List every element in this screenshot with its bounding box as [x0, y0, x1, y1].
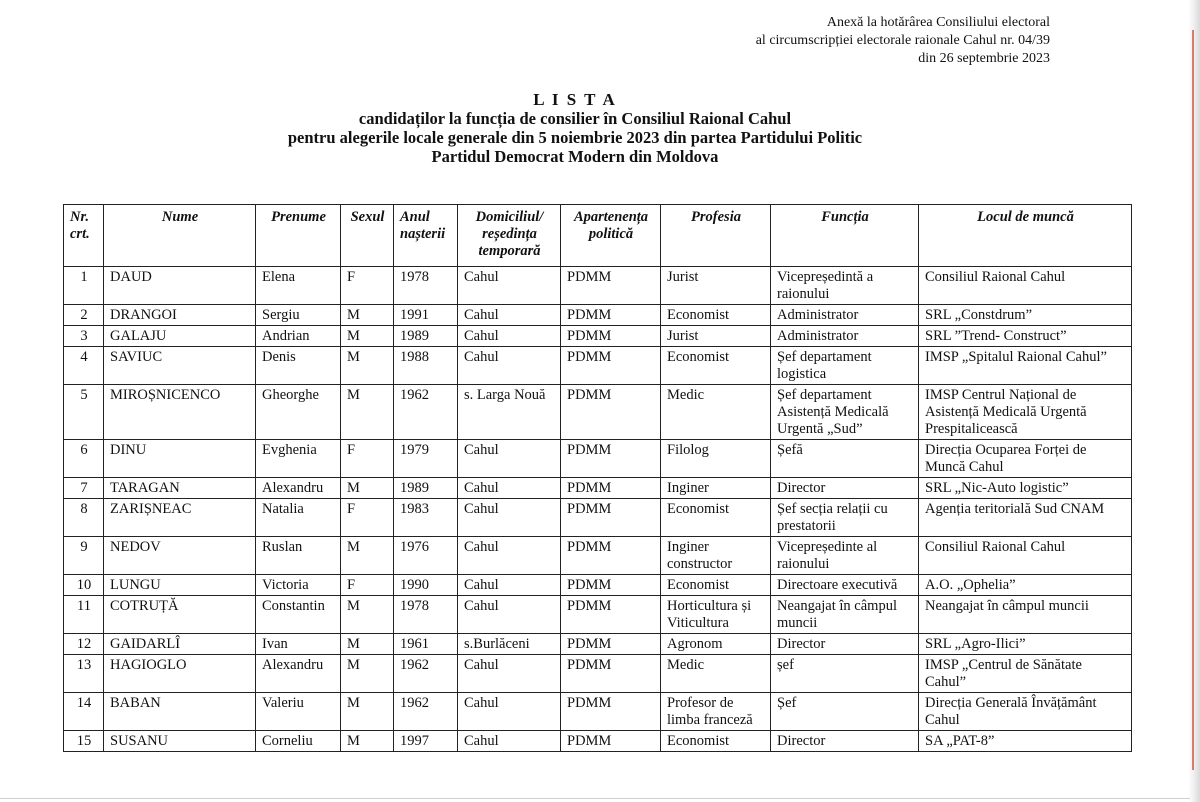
cell-domiciliul: Cahul [458, 499, 561, 537]
cell-nr: 1 [64, 267, 104, 305]
table-row [64, 385, 1132, 440]
cell-prenume: Denis [256, 347, 341, 385]
cell-apartenenta: PDMM [561, 634, 661, 655]
cell-nr: 13 [64, 655, 104, 693]
cell-nr: 15 [64, 731, 104, 752]
table-row [64, 347, 1132, 385]
cell-prenume: Ivan [256, 634, 341, 655]
annex-line-2: al circumscripției electorale raionale Cahul nr. 04/39 [755, 33, 1050, 48]
cell-functia: Director [771, 731, 919, 752]
cell-anul: 1983 [394, 499, 458, 537]
cell-anul: 1962 [394, 693, 458, 731]
cell-functia: Șef departament Asistență Medicală Urgentă „Sud” [771, 385, 919, 440]
cell-profesia: Jurist [661, 326, 771, 347]
cell-apartenenta: PDMM [561, 655, 661, 693]
cell-apartenenta: PDMM [561, 537, 661, 575]
cell-locul-de-munca: Consiliul Raional Cahul [919, 267, 1132, 305]
cell-sexul: F [341, 440, 394, 478]
cell-prenume: Gheorghe [256, 385, 341, 440]
cell-domiciliul: Cahul [458, 326, 561, 347]
table-row [64, 537, 1132, 575]
table-row [64, 478, 1132, 499]
cell-locul-de-munca: Direcția Ocuparea Forței de Muncă Cahul [919, 440, 1132, 478]
table-row [64, 731, 1132, 752]
table-row [64, 596, 1132, 634]
table-row [64, 655, 1132, 693]
cell-sexul: M [341, 596, 394, 634]
cell-prenume: Ruslan [256, 537, 341, 575]
cell-domiciliul: Cahul [458, 478, 561, 499]
cell-functia: Neangajat în câmpul muncii [771, 596, 919, 634]
col-header-anul: Anul nașterii [394, 205, 458, 267]
cell-apartenenta: PDMM [561, 499, 661, 537]
cell-profesia: Inginer [661, 478, 771, 499]
col-header-prenume: Prenume [256, 205, 341, 267]
cell-nume: ZARIȘNEAC [104, 499, 256, 537]
table-row [64, 499, 1132, 537]
cell-nume: GALAJU [104, 326, 256, 347]
cell-profesia: Economist [661, 575, 771, 596]
cell-nr: 9 [64, 537, 104, 575]
cell-anul: 1979 [394, 440, 458, 478]
cell-nume: NEDOV [104, 537, 256, 575]
cell-profesia: Filolog [661, 440, 771, 478]
candidates-table [63, 204, 1132, 752]
cell-locul-de-munca: SRL „Agro-Ilici” [919, 634, 1132, 655]
table-row [64, 634, 1132, 655]
cell-anul: 1990 [394, 575, 458, 596]
cell-nume: GAIDARLÎ [104, 634, 256, 655]
cell-nr: 11 [64, 596, 104, 634]
col-header-locul-de-munca: Locul de muncă [919, 205, 1132, 267]
cell-functia: șef [771, 655, 919, 693]
cell-functia: Administrator [771, 326, 919, 347]
cell-sexul: M [341, 693, 394, 731]
margin-mark [1192, 30, 1194, 770]
cell-nr: 2 [64, 305, 104, 326]
cell-apartenenta: PDMM [561, 731, 661, 752]
cell-nr: 12 [64, 634, 104, 655]
cell-nume: MIROȘNICENCO [104, 385, 256, 440]
cell-apartenenta: PDMM [561, 693, 661, 731]
cell-sexul: M [341, 634, 394, 655]
cell-functia: Șef departament logistica [771, 347, 919, 385]
cell-sexul: M [341, 731, 394, 752]
annex-line-3: din 26 septembrie 2023 [918, 51, 1050, 66]
col-header-apartenenta: Apartenența politică [561, 205, 661, 267]
cell-functia: Șefă [771, 440, 919, 478]
cell-nume: SUSANU [104, 731, 256, 752]
cell-anul: 1976 [394, 537, 458, 575]
cell-locul-de-munca: Direcția Generală Învățământ Cahul [919, 693, 1132, 731]
col-header-sexul: Sexul [341, 205, 394, 267]
cell-locul-de-munca: IMSP „Centrul de Sănătate Cahul” [919, 655, 1132, 693]
title-line-4: Partidul Democrat Modern din Moldova [431, 147, 719, 166]
cell-locul-de-munca: SRL „Constdrum” [919, 305, 1132, 326]
cell-domiciliul: Cahul [458, 655, 561, 693]
cell-profesia: Economist [661, 305, 771, 326]
cell-prenume: Sergiu [256, 305, 341, 326]
cell-domiciliul: s. Larga Nouă [458, 385, 561, 440]
table-header-row [64, 205, 1132, 267]
cell-nr: 14 [64, 693, 104, 731]
cell-prenume: Evghenia [256, 440, 341, 478]
cell-nr: 7 [64, 478, 104, 499]
col-header-nume: Nume [104, 205, 256, 267]
cell-functia: Șef [771, 693, 919, 731]
cell-nume: DINU [104, 440, 256, 478]
title-lista: L I S T A [533, 90, 617, 109]
cell-anul: 1989 [394, 478, 458, 499]
cell-domiciliul: Cahul [458, 596, 561, 634]
cell-profesia: Medic [661, 655, 771, 693]
cell-anul: 1961 [394, 634, 458, 655]
cell-anul: 1989 [394, 326, 458, 347]
cell-sexul: M [341, 655, 394, 693]
cell-anul: 1978 [394, 596, 458, 634]
cell-sexul: M [341, 326, 394, 347]
cell-apartenenta: PDMM [561, 596, 661, 634]
cell-functia: Administrator [771, 305, 919, 326]
cell-profesia: Profesor de limba franceză [661, 693, 771, 731]
cell-anul: 1962 [394, 385, 458, 440]
cell-prenume: Alexandru [256, 478, 341, 499]
cell-anul: 1991 [394, 305, 458, 326]
cell-anul: 1962 [394, 655, 458, 693]
cell-anul: 1988 [394, 347, 458, 385]
cell-locul-de-munca: SA „PAT-8” [919, 731, 1132, 752]
cell-apartenenta: PDMM [561, 326, 661, 347]
cell-functia: Directoare executivă [771, 575, 919, 596]
cell-locul-de-munca: IMSP „Spitalul Raional Cahul” [919, 347, 1132, 385]
cell-apartenenta: PDMM [561, 305, 661, 326]
table-body [64, 267, 1132, 752]
cell-sexul: M [341, 347, 394, 385]
cell-prenume: Andrian [256, 326, 341, 347]
cell-nume: SAVIUC [104, 347, 256, 385]
cell-domiciliul: Cahul [458, 347, 561, 385]
title-line-2: candidaților la funcția de consilier în Consiliul Raional Cahul [358, 109, 792, 128]
cell-apartenenta: PDMM [561, 267, 661, 305]
document-title [0, 90, 1150, 166]
cell-sexul: F [341, 575, 394, 596]
cell-prenume: Elena [256, 267, 341, 305]
cell-anul: 1997 [394, 731, 458, 752]
cell-functia: Șef secția relații cu prestatorii [771, 499, 919, 537]
cell-domiciliul: Cahul [458, 731, 561, 752]
cell-profesia: Medic [661, 385, 771, 440]
cell-prenume: Alexandru [256, 655, 341, 693]
cell-prenume: Victoria [256, 575, 341, 596]
cell-nr: 10 [64, 575, 104, 596]
cell-functia: Director [771, 478, 919, 499]
cell-domiciliul: Cahul [458, 693, 561, 731]
cell-domiciliul: Cahul [458, 537, 561, 575]
cell-domiciliul: Cahul [458, 305, 561, 326]
cell-profesia: Inginer constructor [661, 537, 771, 575]
cell-profesia: Economist [661, 731, 771, 752]
cell-domiciliul: Cahul [458, 440, 561, 478]
cell-apartenenta: PDMM [561, 440, 661, 478]
cell-sexul: M [341, 537, 394, 575]
cell-functia: Vicepreședintă a raionului [771, 267, 919, 305]
col-header-profesia: Profesia [661, 205, 771, 267]
cell-sexul: F [341, 267, 394, 305]
cell-sexul: M [341, 305, 394, 326]
cell-apartenenta: PDMM [561, 385, 661, 440]
cell-nr: 3 [64, 326, 104, 347]
cell-nr: 4 [64, 347, 104, 385]
cell-nume: HAGIOGLO [104, 655, 256, 693]
cell-locul-de-munca: Agenția teritorială Sud CNAM [919, 499, 1132, 537]
cell-sexul: F [341, 499, 394, 537]
cell-functia: Vicepreședinte al raionului [771, 537, 919, 575]
table-row [64, 267, 1132, 305]
cell-prenume: Corneliu [256, 731, 341, 752]
annex-note [756, 14, 1050, 68]
cell-domiciliul: Cahul [458, 575, 561, 596]
cell-apartenenta: PDMM [561, 575, 661, 596]
cell-profesia: Horticultura și Viticultura [661, 596, 771, 634]
table-row [64, 326, 1132, 347]
cell-nume: DRANGOI [104, 305, 256, 326]
cell-domiciliul: Cahul [458, 267, 561, 305]
cell-locul-de-munca: IMSP Centrul Național de Asistență Medicală Urgentă Prespitalicească [919, 385, 1132, 440]
cell-nume: COTRUȚĂ [104, 596, 256, 634]
cell-nume: DAUD [104, 267, 256, 305]
cell-apartenenta: PDMM [561, 478, 661, 499]
cell-locul-de-munca: Consiliul Raional Cahul [919, 537, 1132, 575]
cell-nume: TARAGAN [104, 478, 256, 499]
page-edge-shadow [1188, 0, 1200, 802]
cell-profesia: Economist [661, 347, 771, 385]
cell-locul-de-munca: Neangajat în câmpul muncii [919, 596, 1132, 634]
cell-locul-de-munca: SRL „Nic-Auto logistic” [919, 478, 1132, 499]
cell-nr: 5 [64, 385, 104, 440]
cell-locul-de-munca: A.O. „Ophelia” [919, 575, 1132, 596]
cell-anul: 1978 [394, 267, 458, 305]
cell-profesia: Jurist [661, 267, 771, 305]
cell-nr: 6 [64, 440, 104, 478]
cell-nume: LUNGU [104, 575, 256, 596]
bottom-edge-line [0, 798, 1190, 799]
table-row [64, 575, 1132, 596]
cell-prenume: Constantin [256, 596, 341, 634]
cell-locul-de-munca: SRL ”Trend- Construct” [919, 326, 1132, 347]
cell-nume: BABAN [104, 693, 256, 731]
cell-apartenenta: PDMM [561, 347, 661, 385]
cell-prenume: Natalia [256, 499, 341, 537]
cell-sexul: M [341, 478, 394, 499]
title-line-3: pentru alegerile locale generale din 5 noiembrie 2023 din partea Partidului Politic [287, 128, 863, 147]
annex-line-1: Anexă la hotărârea Consiliului electoral [826, 15, 1050, 30]
col-header-nr: Nr. crt. [64, 205, 104, 267]
cell-nr: 8 [64, 499, 104, 537]
cell-domiciliul: s.Burlăceni [458, 634, 561, 655]
table-row [64, 305, 1132, 326]
table-row [64, 440, 1132, 478]
cell-sexul: M [341, 385, 394, 440]
col-header-domiciliul: Domiciliul/ reședința temporară [458, 205, 561, 267]
cell-prenume: Valeriu [256, 693, 341, 731]
table-row [64, 693, 1132, 731]
col-header-functia: Funcția [771, 205, 919, 267]
cell-profesia: Agronom [661, 634, 771, 655]
cell-profesia: Economist [661, 499, 771, 537]
cell-functia: Director [771, 634, 919, 655]
